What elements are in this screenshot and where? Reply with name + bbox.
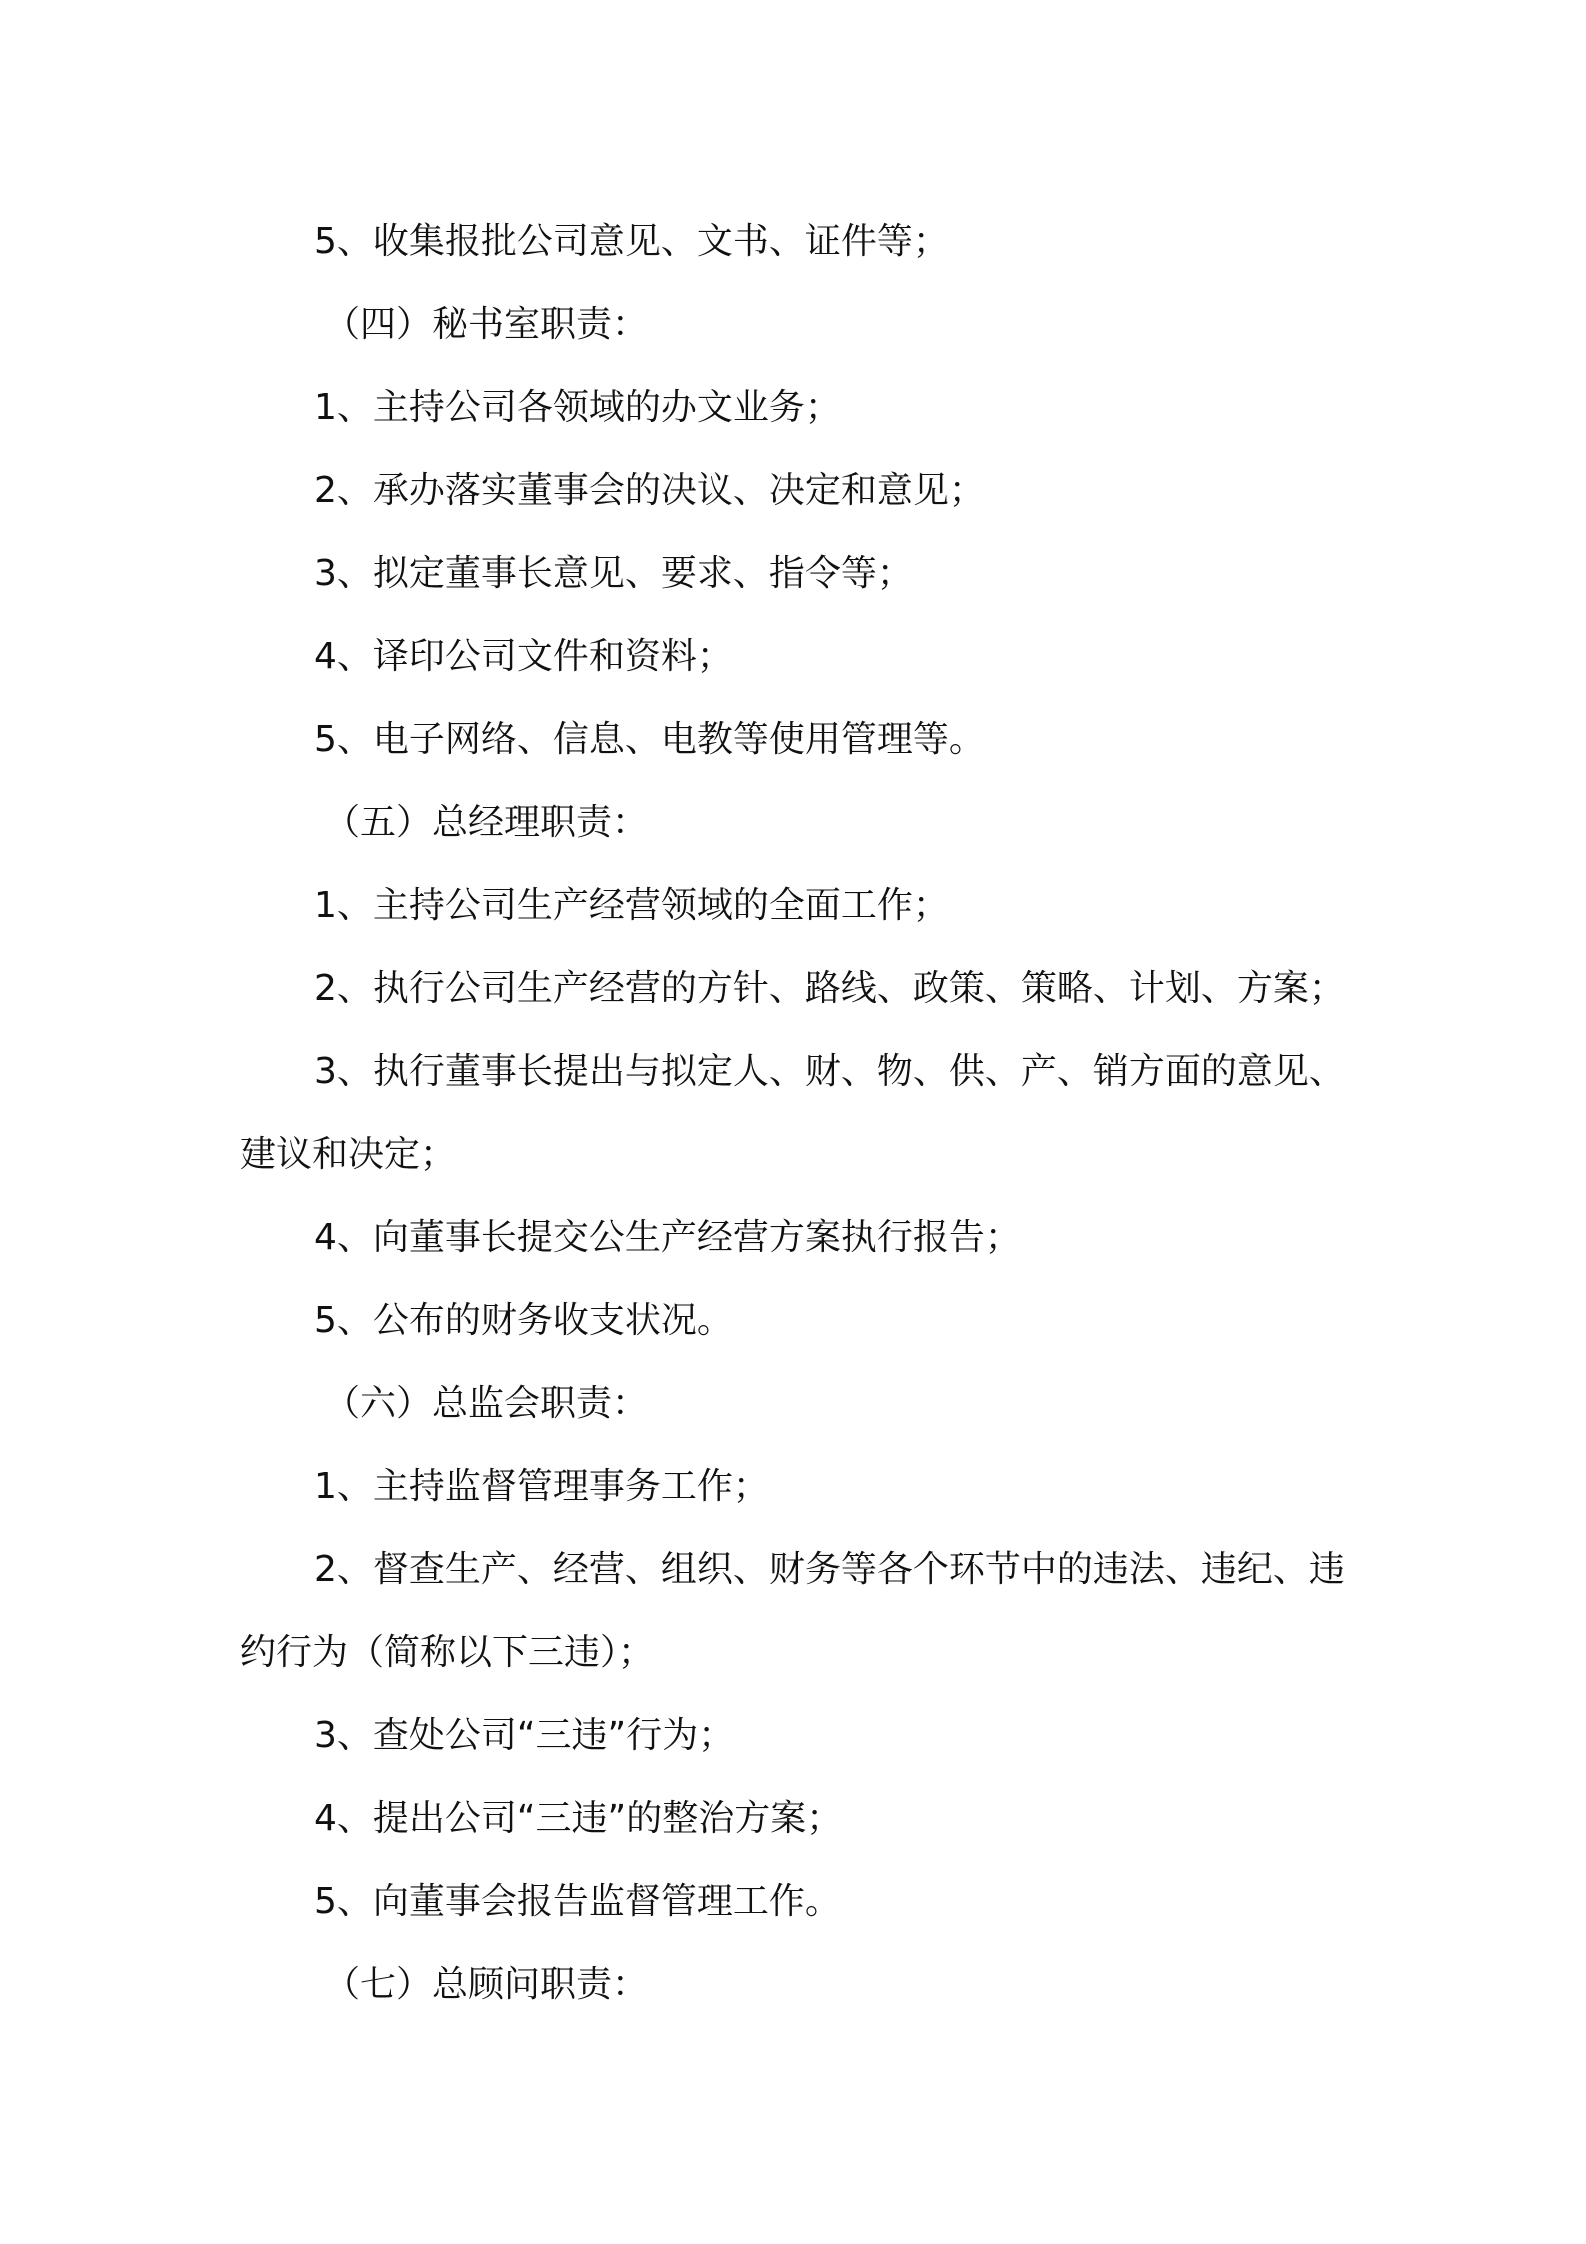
- list-item: 1、主持公司生产经营领域的全面工作；: [314, 885, 949, 926]
- list-item: 3、拟定董事长意见、要求、指令等；: [314, 553, 913, 594]
- list-item: 1、主持监督管理事务工作；: [314, 1466, 769, 1507]
- list-item: 1、主持公司各领域的办文业务；: [314, 387, 841, 428]
- document-body: [240, 200, 1380, 2026]
- section-heading: （五）总经理职责：: [324, 802, 649, 843]
- list-item: 5、公布的财务收支状况。: [314, 1300, 733, 1341]
- list-item: 5、向董事会报告监督管理工作。: [314, 1881, 841, 1922]
- section-heading: （四）秘书室职责：: [324, 304, 649, 345]
- list-item: 3、查处公司“三违”行为；: [314, 1715, 735, 1756]
- list-item: 2、执行公司生产经营的方针、路线、政策、策略、计划、方案；: [314, 968, 1345, 1009]
- list-item: 5、收集报批公司意见、文书、证件等；: [314, 221, 949, 262]
- list-item: 4、向董事长提交公生产经营方案执行报告；: [314, 1217, 1021, 1258]
- list-item: 5、电子网络、信息、电教等使用管理等。: [314, 719, 985, 760]
- list-item: 4、译印公司文件和资料；: [314, 636, 733, 677]
- section-heading: （七）总顾问职责：: [324, 1964, 649, 2005]
- list-item: 3、执行董事长提出与拟定人、财、物、供、产、销方面的意见、建议和决定；: [240, 1051, 1345, 1175]
- list-item: 4、提出公司“三违”的整治方案；: [314, 1798, 843, 1839]
- list-item: 2、承办落实董事会的决议、决定和意见；: [314, 470, 985, 511]
- list-item: 2、督查生产、经营、组织、财务等各个环节中的违法、违纪、违约行为（简称以下三违）；: [240, 1549, 1345, 1673]
- section-heading: （六）总监会职责：: [324, 1383, 649, 1424]
